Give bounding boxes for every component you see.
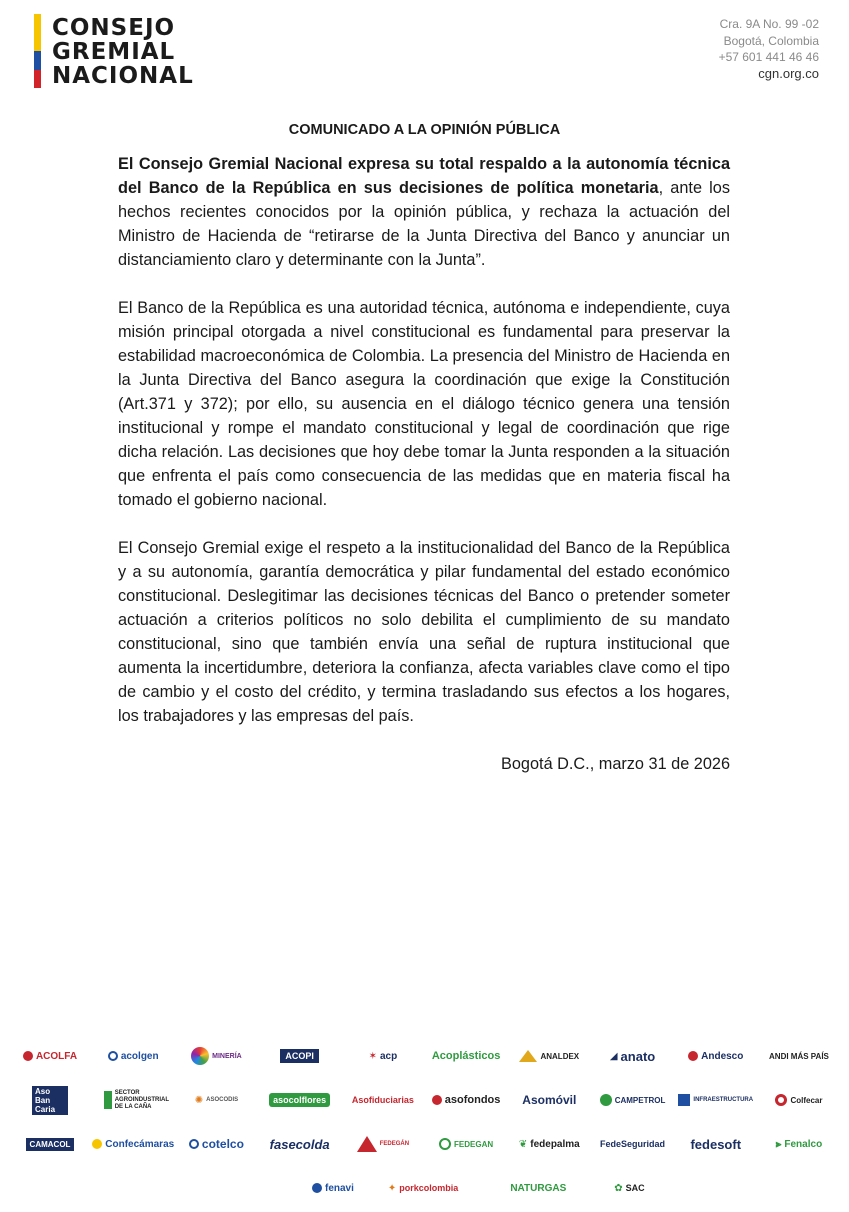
logo-camacol: CAMACOL [12, 1138, 88, 1151]
logo-andesco: Andesco [678, 1051, 754, 1062]
acp-icon: ✶ [368, 1050, 377, 1062]
logo-confecamaras: Confecámaras [95, 1139, 171, 1150]
confecamaras-icon [92, 1139, 102, 1149]
logo-fasecolda: fasecolda [269, 1136, 330, 1152]
acolfa-icon [23, 1051, 33, 1061]
logo-row-2 [12, 1080, 837, 1120]
logo-campetrol: CAMPETROL [595, 1094, 671, 1106]
fedepalma-icon: ❦ [518, 1138, 528, 1150]
logo-row-4 [12, 1168, 837, 1208]
logo-row-1 [12, 1036, 837, 1076]
address-phone: +57 601 441 46 46 [718, 50, 819, 64]
fedegan-emblem-icon [357, 1136, 377, 1152]
logo-fedeseguridad: FedeSeguridad [600, 1139, 666, 1149]
cci-icon [678, 1094, 690, 1106]
logo-row-3 [12, 1124, 837, 1164]
logo-fedegan: FEDEGAN [428, 1138, 504, 1150]
logo-wordmark [52, 16, 194, 88]
paragraph-1 [118, 152, 730, 272]
document-body [118, 152, 730, 800]
acolgen-icon [108, 1051, 118, 1061]
colfecar-icon [775, 1094, 787, 1106]
address-city: Bogotá, Colombia [723, 33, 819, 48]
logo-asobancaria: Aso Ban Caria [12, 1086, 88, 1115]
logo-acopi: ACOPI [262, 1049, 338, 1063]
flag-bar [34, 14, 41, 88]
logo-asofiduciarias: Asofiduciarias [351, 1095, 414, 1105]
document-title: COMUNICADO A LA OPINIÓN PÚBLICA [288, 122, 561, 138]
logo-sac: ✿ SAC [614, 1182, 645, 1194]
logo-acolgen: acolgen [95, 1051, 171, 1062]
logo-line-2: GREMIAL [52, 39, 176, 65]
logo-naturgas: NATURGAS [510, 1182, 567, 1194]
logo-mineria: MINERÍA [178, 1047, 254, 1065]
logo-line-3: NACIONAL [52, 63, 194, 89]
logo-asomovil: Asomóvil [522, 1093, 577, 1107]
logo-andi: ANDI MÁS PAÍS [769, 1051, 829, 1061]
logo-fenalco: ⫸ Fenalco [775, 1138, 823, 1150]
logo-asocana: SECTOR AGROINDUSTRIAL DE LA CAÑA [95, 1090, 171, 1111]
address-street: Cra. 9A No. 99 -02 [719, 17, 819, 31]
logo-analdex: ANALDEX [511, 1050, 587, 1062]
logo-asocodis: ✺ ASOCODIS [194, 1094, 239, 1106]
logo-colfecar: Colfecar [761, 1094, 837, 1106]
member-logos [12, 1036, 837, 1212]
logo-fedepalma: ❦ fedepalma [518, 1138, 580, 1150]
logo-asocolflores: asocolflores [262, 1093, 338, 1107]
fenalco-icon: ⫸ [775, 1138, 782, 1150]
anato-icon: ◢ [609, 1050, 618, 1062]
asofondos-icon [432, 1095, 442, 1105]
logo-cotelco: cotelco [178, 1137, 254, 1151]
logo-acoplasticos: Acoplásticos [431, 1050, 501, 1062]
andesco-icon [688, 1051, 698, 1061]
logo-line-1: CONSEJO [52, 15, 176, 41]
logo-acolfa: ACOLFA [12, 1051, 88, 1062]
mineria-icon [191, 1047, 209, 1065]
paragraph-1-bold: El Consejo Gremial Nacional expresa su total respaldo a la autonomía técnica del Banco de la República en sus decisiones de política monetaria [118, 155, 730, 197]
paragraph-2: El Banco de la República es una autoridad técnica, autónoma e independiente, cuya misión principal otorgada a nivel constitucional es fundamental para preservar la estabilidad macroeconómica de Colombia. La presencia del Ministro de Hacienda en la Junta Directiva del Banco asegura la coordinación que exige la Constitución (Art.371 y 372); por ello, su ausencia en el diálogo técnico genera una tensión institucional y rompe el mandato constitucional y legal de coordinación que rige dicha relación. Las decisiones que hoy debe tomar la Junta responden a la situación que enfrenta el país como consecuencia de las medidas que en materia fiscal ha tomado el gobierno nacional. [118, 299, 730, 509]
asocodis-icon: ✺ [194, 1094, 204, 1106]
logo-fenavi: fenavi [312, 1183, 354, 1194]
paragraph-3: El Consejo Gremial exige el respeto a la institucionalidad del Banco de la República y a su autonomía, garantía democrática y pilar fundamental del estado económico constitucional. Deslegitimar las decisiones técnicas del Banco o pretender someter actuación a criterios políticos no solo debilita el cumplimiento de su mandato constitucional, sino que también envía una señal de ruptura institucional que aumenta la incertidumbre, deteriora la confianza, afecta variables clave como el tipo de cambio y el costo del crédito, y termina trasladando sus efectos a los hogares, los trabajadores y las empresas del país. [118, 539, 730, 725]
logo-anato: ◢ anato [609, 1048, 656, 1064]
contact-address [719, 16, 819, 82]
logo-fedesoft: fedesoft [690, 1136, 742, 1152]
fedegan-icon [439, 1138, 451, 1150]
campetrol-icon [600, 1094, 612, 1106]
signoff-date: Bogotá D.C., marzo 31 de 2026 [501, 755, 730, 773]
cgn-logo [34, 14, 194, 88]
logo-porkcolombia: ✦ porkcolombia [387, 1182, 459, 1194]
address-website[interactable]: cgn.org.co [758, 65, 819, 81]
asocana-icon [104, 1091, 112, 1109]
porkcolombia-icon: ✦ [387, 1182, 397, 1194]
sac-icon: ✿ [614, 1182, 623, 1194]
paragraph-1-rest: , ante los hechos recientes conocidos por la opinión pública, y rechaza la actuación del Ministro de Hacienda de “retirarse de la Junta Directiva del Banco y anunciar un distanciamiento claro y determinante con la Junta”. [118, 179, 730, 269]
logo-cci: INFRAESTRUCTURA [678, 1094, 754, 1106]
logo-acp: ✶ acp [368, 1050, 398, 1062]
fenavi-icon [312, 1183, 322, 1193]
logo-fedegan-emblem: FEDEGÁN [345, 1136, 421, 1152]
logo-asofondos: asofondos [428, 1094, 504, 1106]
cotelco-icon [189, 1139, 199, 1149]
analdex-icon [519, 1050, 537, 1062]
